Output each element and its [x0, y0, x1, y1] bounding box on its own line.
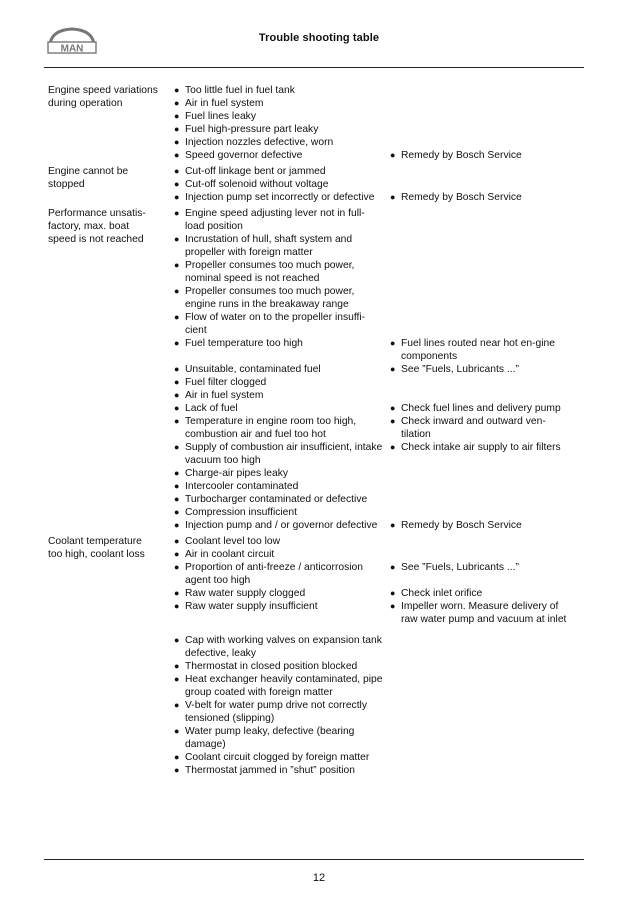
symptom-label: Engine speed variations during operation — [48, 85, 158, 109]
symptom-label: Performance unsatis- factory, max. boat speed is not reached — [48, 208, 146, 245]
cause-item: ● Air in fuel system — [174, 389, 384, 402]
cause-item: ● Thermostat jammed in ”shut” position — [174, 764, 384, 777]
fault-section — [48, 165, 588, 204]
cause-item: ● Air in fuel system — [174, 97, 384, 110]
cause-item: ● Heat exchanger heavily contaminated, pipe group coated with foreign matter — [174, 673, 384, 699]
symptom-label: Engine cannot be stopped — [48, 166, 129, 190]
remedy-item: ● Remedy by Bosch Service — [390, 519, 570, 532]
remedy-item — [390, 660, 570, 673]
fault-section — [48, 84, 588, 162]
fault-section — [48, 535, 588, 777]
remedy-item — [390, 673, 570, 699]
trouble-shooting-table — [48, 84, 588, 780]
table-row — [174, 699, 570, 725]
table-row — [174, 561, 570, 587]
table-row — [174, 480, 570, 493]
table-row — [174, 207, 570, 233]
cause-item: ● Compression insufficient — [174, 506, 384, 519]
remedy-item — [390, 467, 570, 480]
remedy-item — [390, 751, 570, 764]
table-row — [174, 519, 570, 532]
table-row — [174, 259, 570, 285]
cause-item: ● Turbocharger contaminated or defective — [174, 493, 384, 506]
remedy-item — [390, 84, 570, 97]
table-row — [174, 363, 570, 376]
cause-item: ● Supply of combustion air insufficient, intake vacuum too high — [174, 441, 384, 467]
remedy-item — [390, 259, 570, 285]
table-row — [174, 506, 570, 519]
cause-item: ● Fuel temperature too high — [174, 337, 384, 363]
remedy-item: ● Check fuel lines and delivery pump — [390, 402, 570, 415]
header-divider — [44, 67, 584, 68]
table-row — [174, 97, 570, 110]
table-row — [174, 149, 570, 162]
remedy-item — [390, 123, 570, 136]
remedy-item — [390, 506, 570, 519]
table-row — [174, 548, 570, 561]
table-row — [174, 311, 570, 337]
remedy-item — [390, 97, 570, 110]
table-row — [174, 764, 570, 777]
table-row — [174, 84, 570, 97]
cause-item: ● Fuel high-pressure part leaky — [174, 123, 384, 136]
table-row — [174, 376, 570, 389]
cause-item: ● Fuel filter clogged — [174, 376, 384, 389]
remedy-item — [390, 233, 570, 259]
cause-item: ● V-belt for water pump drive not correctly tensioned (slipping) — [174, 699, 384, 725]
remedy-item: ● Remedy by Bosch Service — [390, 149, 570, 162]
remedy-item: ● Check intake air supply to air filters — [390, 441, 570, 467]
table-row — [174, 493, 570, 506]
table-row — [174, 441, 570, 467]
cause-item: ● Raw water supply clogged — [174, 587, 384, 600]
table-row — [174, 165, 570, 178]
remedy-item: ● See ”Fuels, Lubricants ...” — [390, 363, 570, 376]
cause-item: ● Air in coolant circuit — [174, 548, 384, 561]
remedy-item — [390, 110, 570, 123]
table-row — [174, 389, 570, 402]
remedy-item — [390, 634, 570, 660]
remedy-item — [390, 725, 570, 751]
cause-item: ● Speed governor defective — [174, 149, 384, 162]
cause-item: ● Cut-off linkage bent or jammed — [174, 165, 384, 178]
remedy-item — [390, 548, 570, 561]
table-row — [174, 178, 570, 191]
table-row — [174, 634, 570, 660]
remedy-item: ● Fuel lines routed near hot en-gine components — [390, 337, 570, 363]
table-row — [174, 751, 570, 764]
remedy-item — [390, 165, 570, 178]
remedy-item — [390, 311, 570, 337]
table-row — [174, 136, 570, 149]
table-row — [174, 673, 570, 699]
table-row — [174, 110, 570, 123]
cause-item: ● Incrustation of hull, shaft system and propeller with foreign matter — [174, 233, 384, 259]
table-row — [174, 467, 570, 480]
cause-item: ● Too little fuel in fuel tank — [174, 84, 384, 97]
table-row — [174, 587, 570, 600]
page-number: 12 — [312, 872, 326, 884]
symptom-label: Coolant temperature too high, coolant loss — [48, 536, 145, 560]
table-row — [174, 600, 570, 626]
cause-item: ● Cap with working valves on expansion tank defective, leaky — [174, 634, 384, 660]
cause-item: ● Lack of fuel — [174, 402, 384, 415]
cause-item: ● Coolant level too low — [174, 535, 384, 548]
table-row — [174, 123, 570, 136]
table-row — [174, 402, 570, 415]
remedy-item — [390, 376, 570, 389]
cause-item: ● Flow of water on to the propeller insuffi-cient — [174, 311, 384, 337]
cause-remedy-list — [174, 84, 570, 162]
table-row — [174, 337, 570, 363]
remedy-item — [390, 178, 570, 191]
remedy-item — [390, 764, 570, 777]
table-row — [174, 285, 570, 311]
remedy-item — [390, 389, 570, 402]
cause-item: ● Charge-air pipes leaky — [174, 467, 384, 480]
remedy-item — [390, 480, 570, 493]
cause-remedy-list — [174, 165, 570, 204]
cause-item: ● Engine speed adjusting lever not in full-load position — [174, 207, 384, 233]
remedy-item: ● Check inlet orifice — [390, 587, 570, 600]
remedy-item: ● Check inward and outward ven-tilation — [390, 415, 570, 441]
remedy-item — [390, 136, 570, 149]
cause-item: ● Cut-off solenoid without voltage — [174, 178, 384, 191]
remedy-item — [390, 699, 570, 725]
cause-remedy-list — [174, 207, 570, 532]
cause-item: ● Unsuitable, contaminated fuel — [174, 363, 384, 376]
cause-item: ● Coolant circuit clogged by foreign matter — [174, 751, 384, 764]
footer-divider — [44, 859, 584, 860]
remedy-item: ● Remedy by Bosch Service — [390, 191, 570, 204]
cause-item: ● Thermostat in closed position blocked — [174, 660, 384, 673]
svg-text:MAN: MAN — [60, 43, 84, 55]
cause-remedy-list — [174, 535, 570, 777]
cause-item: ● Fuel lines leaky — [174, 110, 384, 123]
table-row — [174, 415, 570, 441]
cause-item: ● Water pump leaky, defective (bearing damage) — [174, 725, 384, 751]
cause-item: ● Proportion of anti-freeze / anticorrosion agent too high — [174, 561, 384, 587]
table-row — [174, 660, 570, 673]
remedy-item: ● See ”Fuels, Lubricants ...” — [390, 561, 570, 587]
remedy-item — [390, 207, 570, 233]
remedy-item: ● Impeller worn. Measure delivery of raw water pump and vacuum at inlet — [390, 600, 570, 626]
remedy-item — [390, 285, 570, 311]
fault-section — [48, 207, 588, 532]
cause-item: ● Injection nozzles defective, worn — [174, 136, 384, 149]
remedy-item — [390, 493, 570, 506]
page-title: Trouble shooting table — [258, 32, 380, 44]
cause-item: ● Temperature in engine room too high, combustion air and fuel too hot — [174, 415, 384, 441]
table-row — [174, 191, 570, 204]
remedy-item — [390, 535, 570, 548]
cause-item: ● Injection pump and / or governor defective — [174, 519, 384, 532]
cause-item: ● Intercooler contaminated — [174, 480, 384, 493]
table-row — [174, 725, 570, 751]
table-row — [174, 535, 570, 548]
cause-item: ● Injection pump set incorrectly or defective — [174, 191, 384, 204]
cause-item: ● Propeller consumes too much power, nominal speed is not reached — [174, 259, 384, 285]
table-row — [174, 233, 570, 259]
cause-item: ● Raw water supply insufficient — [174, 600, 384, 626]
cause-item: ● Propeller consumes too much power, engine runs in the breakaway range — [174, 285, 384, 311]
